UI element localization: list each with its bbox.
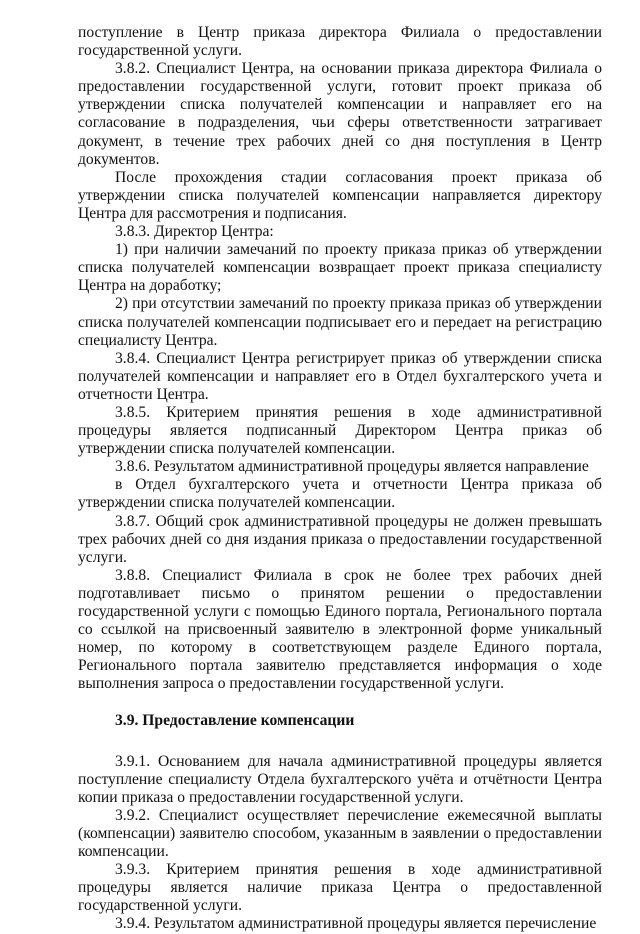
paragraph: 3.8.4. Специалист Центра регистрирует приказ об утверждении списка получателей компенсации и направляет его в Отдел бухгалтерского учета и отчетности Центра. <box>78 349 602 403</box>
section-heading: 3.9. Предоставление компенсации <box>115 712 355 730</box>
paragraph: 3.8.7. Общий срок административной процедуры не должен превышать трех рабочих дней со дня издания приказа о предоставлении государственной услуги. <box>78 512 602 566</box>
document-page <box>78 24 602 934</box>
paragraph: 3.8.3. Директор Центра: <box>115 223 274 241</box>
paragraph: 1) при наличии замечаний по проекту приказа приказ об утверждении списка получателей компенсации возвращает проект приказа специалисту Центра на доработку; <box>78 241 602 295</box>
document-body-before <box>78 24 602 693</box>
paragraph: поступление в Центр приказа директора Филиала о предоставлении государственной услуги. <box>78 24 602 60</box>
paragraph: 3.8.8. Специалист Филиала в срок не более трех рабочих дней подготавливает письмо о принятом решении о предоставлении государственной услуги с помощью Единого портала, Регионального портала со ссылкой на присвоенный заявителю в электронной форме уникальный номер, по которому в соответствующем разделе Единого портала, Регионального портала заявителю представляется информация о ходе выполнения запроса о предоставлении государственной услуги. <box>78 566 602 693</box>
paragraph: 3.9.4. Результатом административной процедуры является перечисление <box>115 915 597 933</box>
paragraph: 3.9.2. Специалист осуществляет перечисление ежемесячной выплаты (компенсации) заявителю способом, указанным в заявлении о предоставлении компенсации. <box>78 806 602 861</box>
paragraph: в Отдел бухгалтерского учета и отчетности Центра приказа об утверждении списка получателей компенсации. <box>78 476 602 512</box>
paragraph: 3.9.3. Критерием принятия решения в ходе административной процедуры является наличие приказа Центра о предоставленной государственной услуги. <box>78 861 602 915</box>
paragraph: 3.8.6. Результатом административной процедуры является направление <box>115 458 589 476</box>
paragraph: 3.8.5. Критерием принятия решения в ходе административной процедуры является подписанный Директором Центра приказ об утверждении списка получателей компенсации. <box>78 403 602 458</box>
paragraph: 3.8.2. Специалист Центра, на основании приказа директора Филиала о предоставлении государственной услуги, готовит проект приказа об утверждении списка получателей компенсации и направляет его на согласование в подразделения, чьи сферы ответственности затрагивает документ, в течение трех рабочих дней со дня поступления в Центр документов. <box>78 60 602 168</box>
paragraph: После прохождения стадии согласования проект приказа об утверждении списка получателей компенсации направляется директору Центра для рассмотрения и подписания. <box>78 168 602 222</box>
document-body-after <box>78 753 602 934</box>
paragraph: 2) при отсутствии замечаний по проекту приказа приказ об утверждении списка получателей компенсации подписывает его и передает на регистрацию специалисту Центра. <box>78 295 602 349</box>
paragraph: 3.9.1. Основанием для начала административной процедуры является поступление специалисту Отдела бухгалтерского учёта и отчётности Центра копии приказа о предоставлении государственной услуги. <box>78 752 602 806</box>
